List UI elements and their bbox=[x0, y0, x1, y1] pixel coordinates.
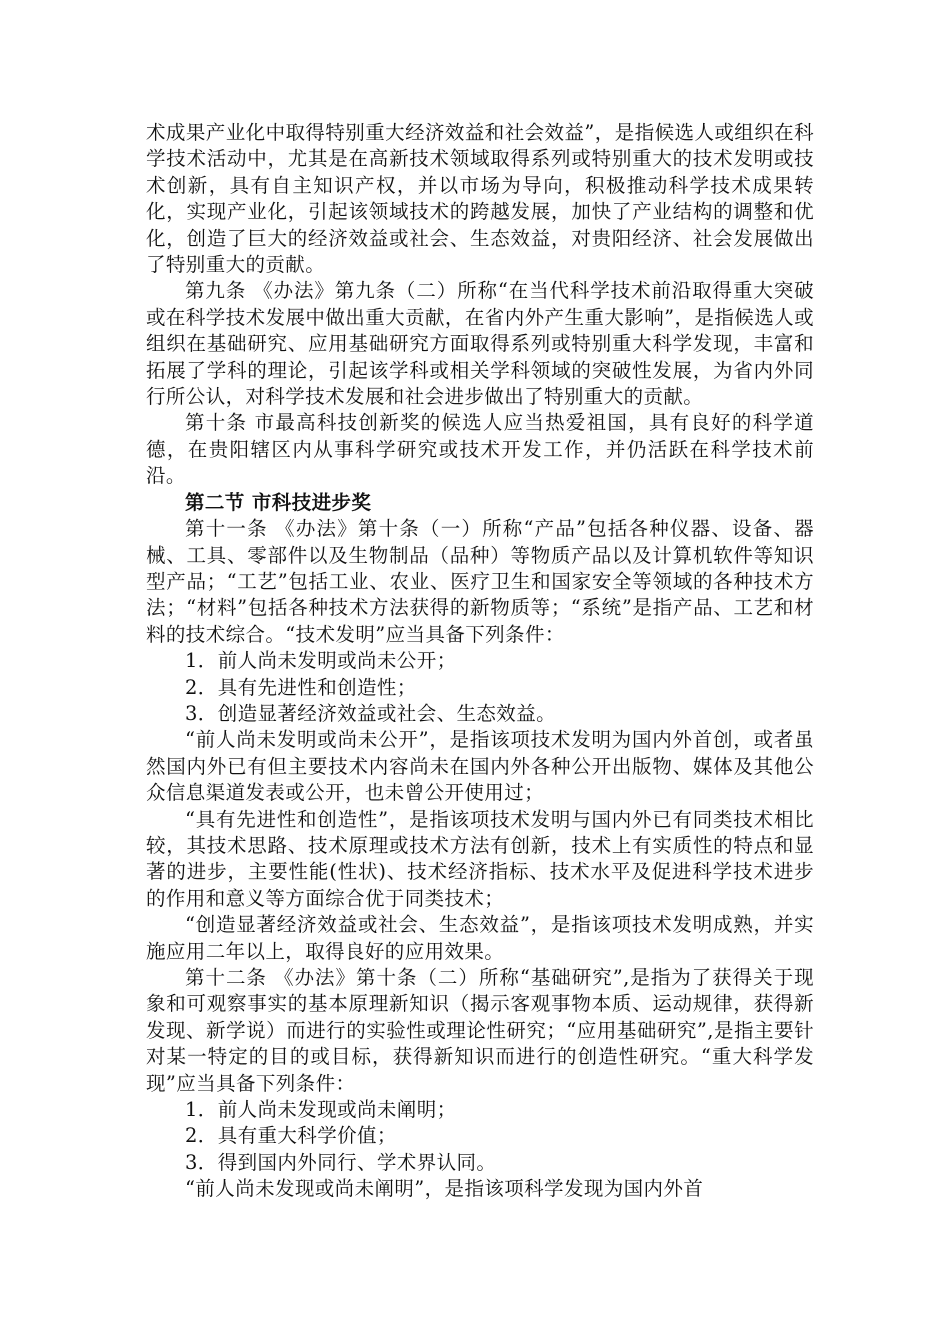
list-item: 3．创造显著经济效益或社会、生态效益。 bbox=[185, 701, 557, 725]
document-page bbox=[146, 120, 814, 1203]
paragraph-article-12: 第十二条 《办法》第十条（二）所称“基础研究”,是指为了获得关于现象和可观察事实的基本原理新知识（揭示客观事物本质、运动规律，获得新发现、新学说）而进行的实验性或理论性研究；“应用基础研究”,是指主要针对某一特定的目的或目标，获得新知识而进行的创造性研究。“重大科学发现”应当具备下列条件： bbox=[146, 966, 814, 1095]
paragraph-explanation-2: “具有先进性和创造性”，是指该项技术发明与国内外已有同类技术相比较，其技术思路、技术原理或技术方法有创新，技术上有实质性的特点和显著的进步，主要性能(性状)、技术经济指标、技术水平及促进科学技术进步的作用和意义等方面综合优于同类技术； bbox=[146, 807, 814, 910]
paragraph-article-9: 第九条 《办法》第九条（二）所称“在当代科学技术前沿取得重大突破或在科学技术发展中做出重大贡献，在省内外产生重大影响”，是指候选人或组织在基础研究、应用基础研究方面取得系列或特别重大科学发现，丰富和拓展了学科的理论，引起该学科或相关学科领域的突破性发展，为省内外同行所公认，对科学技术发展和社会进步做出了特别重大的贡献。 bbox=[146, 279, 814, 409]
list-item: 2．具有先进性和创造性； bbox=[185, 675, 417, 699]
list-item: 3．得到国内外同行、学术界认同。 bbox=[185, 1150, 497, 1174]
list-item: 1．前人尚未发明或尚未公开； bbox=[185, 649, 457, 673]
section-heading: 第二节 市科技进步奖 bbox=[185, 490, 372, 514]
paragraph-continuation: 术成果产业化中取得特别重大经济效益和社会效益”，是指候选人或组织在科学技术活动中，尤其是在高新技术领域取得系列或特别重大的技术发明或技术创新，具有自主知识产权，并以市场为导向，积极推动科学技术成果转化，实现产业化，引起该领域技术的跨越发展，加快了产业结构的调整和优化，创造了巨大的经济效益或社会、生态效益，对贵阳经济、社会发展做出了特别重大的贡献。 bbox=[146, 121, 814, 277]
list-item: 2．具有重大科学价值； bbox=[185, 1124, 397, 1148]
list-item: 1．前人尚未发现或尚未阐明； bbox=[185, 1098, 457, 1122]
paragraph-explanation-3: “创造显著经济效益或社会、生态效益”，是指该项技术发明成熟，并实施应用二年以上，取得良好的应用效果。 bbox=[146, 913, 814, 963]
paragraph-article-10: 第十条 市最高科技创新奖的候选人应当热爱祖国，具有良好的科学道德，在贵阳辖区内从事科学研究或技术开发工作，并仍活跃在科学技术前沿。 bbox=[146, 411, 814, 488]
paragraph-article-11: 第十一条 《办法》第十条（一）所称“产品”包括各种仪器、设备、器械、工具、零部件以及生物制品（品种）等物质产品以及计算机软件等知识型产品；“工艺”包括工业、农业、医疗卫生和国家安全等领域的各种技术方法；“材料”包括各种技术方法获得的新物质等；“系统”是指产品、工艺和材料的技术综合。“技术发明”应当具备下列条件： bbox=[146, 517, 814, 646]
paragraph-explanation-1: “前人尚未发明或尚未公开”，是指该项技术发明为国内外首创，或者虽然国内外已有但主要技术内容尚未在国内外各种公开出版物、媒体及其他公众信息渠道发表或公开，也未曾公开使用过； bbox=[146, 728, 814, 805]
paragraph-explanation-4: “前人尚未发现或尚未阐明”，是指该项科学发现为国内外首 bbox=[185, 1177, 704, 1201]
